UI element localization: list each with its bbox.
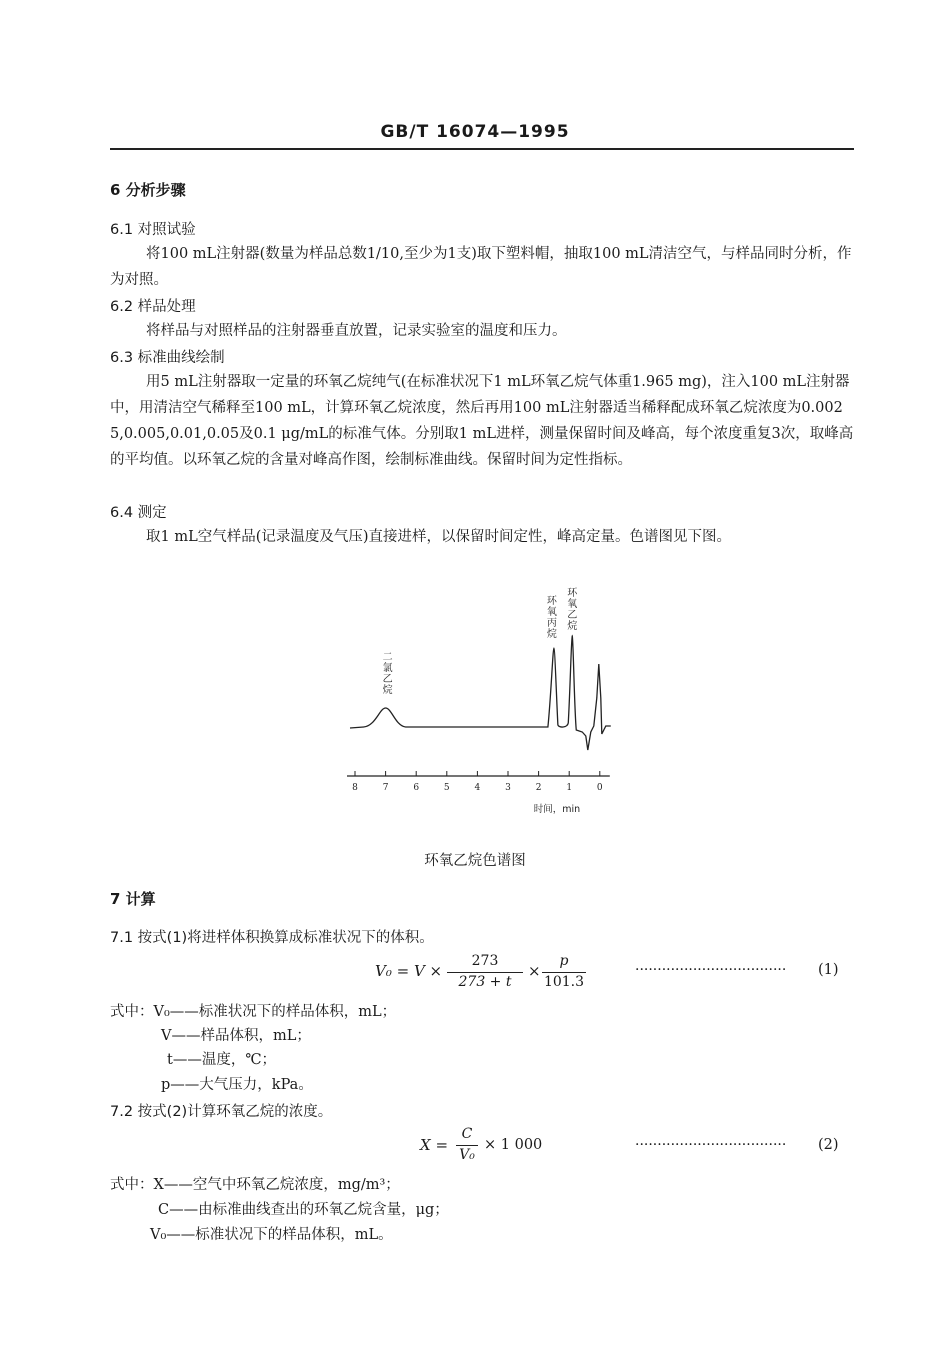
formula-1-frac2-bar (542, 972, 586, 973)
where-1-line-1: 式中：V₀——标准状况下的样品体积，mL； (110, 1004, 397, 1020)
formula-1-leader: ·································· (635, 962, 787, 978)
where-2-line-3: V₀——标准状况下的样品体积，mL。 (150, 1227, 393, 1243)
axis-tick-label-6: 6 (413, 783, 420, 793)
chromatogram-figure (340, 580, 630, 820)
axis-tick-label-3: 3 (505, 783, 511, 793)
formula-1-frac1-bar (447, 972, 523, 973)
section-6-3-paragraph: 用5 mL注射器取一定量的环氧乙烷纯气(在标准状况下1 mL环氧乙烷气体重1.965 mg)，注入100 mL注射器中，用清洁空气稀释至100 mL，计算环氧乙烷浓度，然后再用100 mL注射器适当稀释配成环氧乙烷浓度为0.002 5,0.005,0.01,0.05及0.1 μg/mL的标准气体。分别取1 mL进样，测量保留时间及峰高，每个浓度重复3次，取峰高的平均值。以环氧乙烷的含量对峰高作图，绘制标准曲线。保留时间为定性指标。 (110, 374, 854, 468)
svg-text:氧: 氧 (567, 599, 578, 610)
formula-1-frac2-numerator: p (559, 953, 569, 969)
formula-1-frac1-denominator: 273 + t (458, 974, 512, 990)
section-6-2-paragraph: 将样品与对照样品的注射器垂直放置，记录实验室的温度和压力。 (146, 323, 567, 339)
svg-text:乙: 乙 (382, 674, 393, 685)
section-7-heading: 7 计算 (110, 890, 156, 908)
svg-text:氯: 氯 (382, 663, 393, 674)
formula-2-lhs: X = (420, 1136, 449, 1154)
section-6-4-heading: 6.4 测定 (110, 505, 167, 521)
section-6-1-paragraph: 将100 mL注射器(数量为样品总数1/10,至少为1支)取下塑料帽，抽取100 mL清洁空气，与样品同时分析，作为对照。 (110, 246, 852, 288)
where-1-line-3: t——温度，℃； (167, 1052, 277, 1068)
svg-text:氧: 氧 (546, 607, 557, 618)
section-6-1-heading: 6.1 对照试验 (110, 222, 196, 238)
axis-tick-label-4: 4 (474, 783, 481, 793)
figure-caption: 环氧乙烷色谱图 (424, 853, 526, 869)
formula-1-times: × (528, 962, 541, 980)
axis-tick-label-5: 5 (443, 783, 450, 793)
formula-2-numerator: C (461, 1126, 473, 1142)
peak-label-ethylene-oxide (567, 587, 578, 632)
section-6-2-heading: 6.2 样品处理 (110, 299, 196, 315)
formula-2-denominator: V₀ (459, 1147, 475, 1163)
axis-tick-label-8: 8 (352, 783, 358, 793)
section-6-3-heading: 6.3 标准曲线绘制 (110, 350, 225, 366)
svg-text:二: 二 (382, 652, 393, 663)
where-2-line-2: C——由标准曲线查出的环氧乙烷含量，μg； (158, 1202, 449, 1218)
svg-text:烷: 烷 (567, 621, 578, 632)
formula-2-rhs: × 1 000 (484, 1137, 543, 1153)
header-rule (110, 148, 854, 150)
svg-text:烷: 烷 (382, 685, 393, 696)
x-axis-label: 时间，min (533, 804, 581, 815)
where-2-line-1: 式中：X——空气中环氧乙烷浓度，mg/m³； (110, 1177, 400, 1193)
axis-tick-label-7: 7 (382, 783, 389, 793)
peak-label-dichloroethane (383, 652, 393, 696)
svg-text:丙: 丙 (546, 618, 557, 629)
where-1-line-2: V——样品体积，mL； (161, 1028, 311, 1044)
svg-text:烷: 烷 (546, 629, 557, 640)
axis-tick-label-0: 0 (596, 783, 603, 793)
formula-1-frac1-numerator: 273 (471, 953, 499, 969)
svg-text:环: 环 (567, 588, 578, 599)
svg-text:乙: 乙 (567, 610, 578, 621)
section-7-2-heading: 7.2 按式(2)计算环氧乙烷的浓度。 (110, 1104, 333, 1120)
formula-2-leader: ·································· (635, 1137, 787, 1153)
section-6-4-paragraph: 取1 mL空气样品(记录温度及气压)直接进样，以保留时间定性，峰高定量。色谱图见下图。 (146, 529, 732, 545)
axis-tick-label-1: 1 (566, 783, 573, 793)
peak-label-propylene-oxide (547, 595, 558, 640)
section-7-1-heading: 7.1 按式(1)将进样体积换算成标准状况下的体积。 (110, 930, 434, 946)
formula-1-frac2-denominator: 101.3 (543, 974, 585, 990)
axis-tick-label-2: 2 (535, 783, 542, 793)
formula-2-number: (2) (818, 1137, 839, 1153)
chromatogram-svg (340, 580, 630, 820)
formula-2-bar (456, 1145, 478, 1146)
where-1-line-4: p——大气压力，kPa。 (161, 1077, 313, 1093)
formula-1-number: (1) (818, 962, 839, 978)
section-6-heading: 6 分析步骤 (110, 181, 186, 199)
formula-1-lhs: V₀ = V × (375, 962, 443, 980)
svg-text:环: 环 (546, 596, 557, 607)
standard-number: GB/T 16074—1995 (380, 122, 570, 142)
